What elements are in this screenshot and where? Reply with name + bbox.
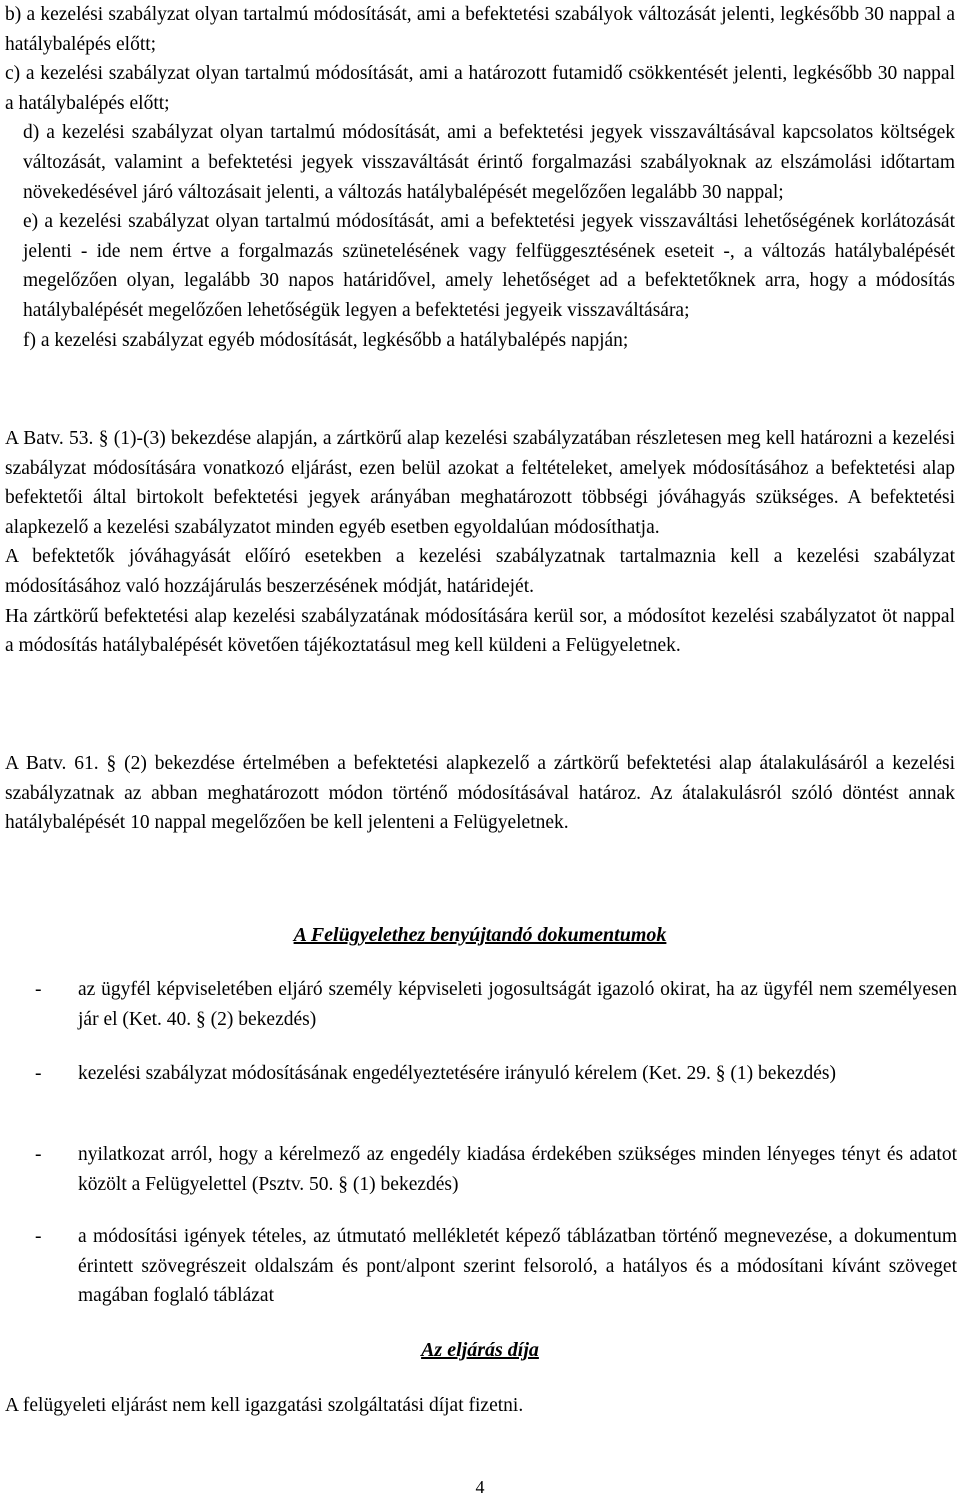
paragraph-text: Ha zártkörű befektetési alap kezelési szabályzatának módosítására kerül sor, a módosítot kezelési szabályzatot öt nappal a módosítás hatálybalépését követően tájékoztatásul meg kell küldeni a Felügyeletnek. — [5, 605, 955, 657]
list-item-f: f) a kezelési szabályzat egyéb módosítását, legkésőbb a hatálybalépés napján; — [23, 329, 629, 351]
bullet-dash: - — [35, 1226, 42, 1247]
paragraph-batv-61 — [5, 749, 955, 838]
paragraph-text: A felügyeleti eljárást nem kell igazgatási szolgáltatási díjat fizetni. — [5, 1395, 524, 1416]
list-item-e: e) a kezelési szabályzat olyan tartalmú módosítását, ami a befektetési jegyek visszaváltási lehetőségének korlátozását jelenti - ide nem értve a forgalmazás szünetelésének vagy felfüggesztésének eseteit -, a változás hatálybalépését megelőzően olyan, legalább 30 napos határidővel, amely lehetőséget ad a befektetőknek arra, hogy a módosítás hatálybalépését megelőzően lehetőségük legyen a befektetési jegyeik visszaváltására; — [23, 211, 955, 321]
list-item — [35, 1059, 957, 1089]
section-heading-documents: A Felügyelethez benyújtandó dokumentumok — [293, 924, 667, 946]
list-item-c: c) a kezelési szabályzat olyan tartalmú módosítását, ami a határozott futamidő csökkentését jelenti, legkésőbb 30 nappal a hatálybalépés előtt; — [5, 63, 955, 114]
bullet-text: az ügyfél képviseletében eljáró személy képviseleti jogosultságát igazoló okirat, ha az ügyfél nem személyesen jár el (Ket. 40. § (2) bekezdés) — [78, 979, 957, 1030]
bullet-text: nyilatkozat arról, hogy a kérelmező az engedély kiadása érdekében szükséges minden lényeges tényt és adatot közölt a Felügyelettel (Psztv. 50. § (1) bekezdés) — [78, 1144, 957, 1195]
list-item — [35, 1140, 957, 1199]
list-item — [35, 975, 957, 1034]
list-item — [35, 1222, 957, 1311]
list-item-d: d) a kezelési szabályzat olyan tartalmú módosítását, ami a befektetési jegyek visszaváltásával kapcsolatos költségek változását, valamint a befektetési jegyek visszaváltását érintő forgalmazási szabályoknak az elszámolási időtartam növekedésével járó változásait jelenti, a változás hatálybalépését megelőzően legalább 30 nappal; — [23, 122, 955, 203]
fee-paragraph — [5, 1391, 955, 1421]
paragraph-text: A Batv. 53. § (1)-(3) bekezdése alapján, a zártkörű alap kezelési szabályzatában részletesen meg kell határozni a kezelési szabályzat módosítására vonatkozó eljárást, ezen belül azokat a feltételeket, amelyek módosításához a befektetési alap befektetői által birtokolt befektetési jegyek arányában meghatározott többségi jóváhagyás szükséges. A befektetési alapkezelő a kezelési szabályzatot minden egyéb esetben egyoldalúan módosíthatja. — [5, 428, 955, 538]
bullet-dash: - — [35, 1063, 42, 1084]
list-item-b: b) a kezelési szabályzat olyan tartalmú módosítását, ami a befektetési szabályok változását jelenti, legkésőbb 30 nappal a hatálybalépés előtt; — [5, 4, 955, 55]
paragraph-batv-53 — [5, 424, 955, 661]
paragraph-text: A befektetők jóváhagyását előíró esetekben a kezelési szabályzatnak tartalmaznia kell a kezelési szabályzat módosításához való hozzájárulás beszerzésének módját, határidejét. — [5, 546, 955, 597]
section-heading-fee: Az eljárás díja — [421, 1339, 539, 1361]
page-number: 4 — [475, 1477, 485, 1497]
bullet-text: a módosítási igények tételes, az útmutató mellékletét képező táblázatban történő megnevezése, a dokumentum érintett szövegrészeit oldalszám és pont/alpont szerint felsoroló, a hatályos és a módosítani kívánt szöveget magában foglaló táblázat — [78, 1226, 957, 1307]
bullet-text: kezelési szabályzat módosításának engedélyeztetésére irányuló kérelem (Ket. 29. § (1) bekezdés) — [78, 1063, 836, 1084]
bullet-dash: - — [35, 1144, 42, 1165]
paragraph-text: A Batv. 61. § (2) bekezdése értelmében a befektetési alapkezelő a zártkörű befektetési alap átalakulásáról a kezelési szabályzatnak az abban meghatározott módon történő módosításával határoz. Az átalakulásról szóló döntést annak hatálybalépését 10 nappal megelőzően be kell jelenteni a Felügyeletnek. — [5, 753, 955, 834]
amendment-list — [5, 0, 955, 355]
bullet-dash: - — [35, 979, 42, 1000]
